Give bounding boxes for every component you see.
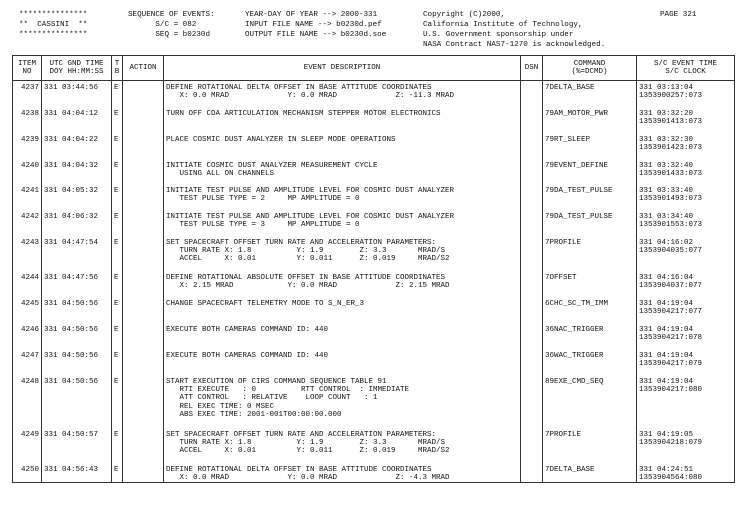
cell-desc: EXECUTE BOTH CAMERAS COMMAND ID: 440 — [164, 349, 521, 375]
cell-dsn — [521, 297, 543, 323]
cell-dsn — [521, 463, 543, 483]
col-dsn: DSN — [521, 56, 543, 81]
cell-utc: 331 04:50:56 — [42, 375, 112, 428]
cell-item: 4248 — [13, 375, 42, 428]
cell-dsn — [521, 349, 543, 375]
cell-dsn — [521, 159, 543, 184]
cell-command: 79DA_TEST_PULSE — [543, 210, 637, 236]
cell-action — [123, 236, 164, 271]
cell-clock: 331 03:33:40 1353901493:073 — [637, 184, 735, 210]
cell-action — [123, 349, 164, 375]
cell-tb: E — [112, 236, 123, 271]
cell-command: 36WAC_TRIGGER — [543, 349, 637, 375]
cell-item: 4247 — [13, 349, 42, 375]
col-action: ACTION — [123, 56, 164, 81]
table-row — [13, 323, 735, 349]
table-row — [13, 159, 735, 184]
cell-dsn — [521, 323, 543, 349]
cell-clock: 331 03:13:04 1353900257:073 — [637, 81, 735, 107]
cell-desc: INITIATE COSMIC DUST ANALYZER MEASUREMENT CYCLE USING ALL ON CHANNELS — [164, 159, 521, 184]
cell-action — [123, 81, 164, 107]
cell-clock: 331 04:16:02 1353904035:077 — [637, 236, 735, 271]
col-item: ITEM NO — [13, 56, 42, 81]
cell-tb: E — [112, 107, 123, 133]
cell-desc: INITIATE TEST PULSE AND AMPLITUDE LEVEL FOR COSMIC DUST ANALYZER TEST PULSE TYPE = 2 MP AMPLITUDE = 0 — [164, 184, 521, 210]
cell-command: 79DA_TEST_PULSE — [543, 184, 637, 210]
cell-desc: EXECUTE BOTH CAMERAS COMMAND ID: 440 — [164, 323, 521, 349]
cell-utc: 331 04:47:56 — [42, 271, 112, 297]
cell-tb: E — [112, 349, 123, 375]
cell-dsn — [521, 375, 543, 428]
cell-desc: DEFINE ROTATIONAL DELTA OFFSET IN BASE ATTITUDE COORDINATES X: 0.0 MRAD Y: 0.0 MRAD Z: -4.3 MRAD — [164, 463, 521, 483]
cell-utc: 331 04:50:57 — [42, 428, 112, 463]
cell-command: 79AM_MOTOR_PWR — [543, 107, 637, 133]
table-row — [13, 133, 735, 159]
cell-action — [123, 159, 164, 184]
col-command: COMMAND (%=DCMD) — [543, 56, 637, 81]
cell-utc: 331 04:04:12 — [42, 107, 112, 133]
table-row — [13, 271, 735, 297]
cell-clock: 331 03:32:30 1353901423:073 — [637, 133, 735, 159]
cell-clock: 331 04:19:05 1353904218:079 — [637, 428, 735, 463]
cell-command: 7DELTA_BASE — [543, 463, 637, 483]
cell-desc: CHANGE SPACECRAFT TELEMETRY MODE TO S_N_ER_3 — [164, 297, 521, 323]
events-table — [12, 55, 735, 483]
cell-item: 4241 — [13, 184, 42, 210]
cell-tb: E — [112, 271, 123, 297]
cell-clock: 331 04:16:04 1353904037:077 — [637, 271, 735, 297]
cell-command: 7PROFILE — [543, 236, 637, 271]
cell-clock: 331 03:34:40 1353901553:073 — [637, 210, 735, 236]
col-utc: UTC GND TIME DOY HH:MM:SS — [42, 56, 112, 81]
cell-tb: E — [112, 375, 123, 428]
cell-clock: 331 04:19:04 1353904217:077 — [637, 297, 735, 323]
cell-dsn — [521, 428, 543, 463]
cell-item: 4237 — [13, 81, 42, 107]
cell-command: 7DELTA_BASE — [543, 81, 637, 107]
cell-clock: 331 03:32:40 1353901433:073 — [637, 159, 735, 184]
cell-action — [123, 428, 164, 463]
cell-tb: E — [112, 463, 123, 483]
cell-tb: E — [112, 184, 123, 210]
table-row — [13, 349, 735, 375]
cell-clock: 331 04:19:04 1353904217:080 — [637, 375, 735, 428]
cell-dsn — [521, 107, 543, 133]
cell-utc: 331 04:50:56 — [42, 323, 112, 349]
cell-utc: 331 04:05:32 — [42, 184, 112, 210]
cell-dsn — [521, 184, 543, 210]
cell-action — [123, 133, 164, 159]
cell-desc: SET SPACECRAFT OFFSET TURN RATE AND ACCELERATION PARAMETERS: TURN RATE X: 1.8 Y: 1.9 Z: 3.3 MRAD/S ACCEL X: 0.01 Y: 0.011 Z: 0.019 MRAD/S2 — [164, 236, 521, 271]
cell-tb: E — [112, 133, 123, 159]
cell-clock: 331 04:19:04 1353904217:078 — [637, 323, 735, 349]
table-row — [13, 184, 735, 210]
cell-action — [123, 375, 164, 428]
table-row — [13, 236, 735, 271]
cell-utc: 331 04:50:56 — [42, 297, 112, 323]
cell-action — [123, 463, 164, 483]
cell-item: 4242 — [13, 210, 42, 236]
cell-clock: 331 04:19:04 1353904217:079 — [637, 349, 735, 375]
table-row — [13, 428, 735, 463]
cell-desc: INITIATE TEST PULSE AND AMPLITUDE LEVEL FOR COSMIC DUST ANALYZER TEST PULSE TYPE = 3 MP AMPLITUDE = 0 — [164, 210, 521, 236]
cell-item: 4249 — [13, 428, 42, 463]
table-row — [13, 107, 735, 133]
cell-item: 4243 — [13, 236, 42, 271]
cell-utc: 331 04:50:56 — [42, 349, 112, 375]
cell-dsn — [521, 210, 543, 236]
table-row — [13, 81, 735, 107]
page-number: PAGE 321 — [660, 11, 697, 19]
cell-command: 7PROFILE — [543, 428, 637, 463]
cell-command: 6CHC_SC_TM_IMM — [543, 297, 637, 323]
table-row — [13, 297, 735, 323]
cell-item: 4238 — [13, 107, 42, 133]
cell-action — [123, 297, 164, 323]
cell-command: 89EXE_CMD_SEQ — [543, 375, 637, 428]
cell-item: 4244 — [13, 271, 42, 297]
col-tb: T B — [112, 56, 123, 81]
col-clock: S/C EVENT TIME S/C CLOCK — [637, 56, 735, 81]
col-description: EVENT DESCRIPTION — [164, 56, 521, 81]
cell-dsn — [521, 81, 543, 107]
cell-item: 4246 — [13, 323, 42, 349]
cell-item: 4240 — [13, 159, 42, 184]
cell-tb: E — [112, 323, 123, 349]
cell-action — [123, 107, 164, 133]
copyright-notice: Copyright (C)2000, California Institute of Technology, U.S. Government sponsorship under NASA Contract NAS7-1270 is acknowledged. — [423, 11, 606, 49]
cell-dsn — [521, 271, 543, 297]
cell-desc: SET SPACECRAFT OFFSET TURN RATE AND ACCELERATION PARAMETERS: TURN RATE X: 1.8 Y: 1.9 Z: 3.3 MRAD/S ACCEL X: 0.01 Y: 0.011 Z: 0.019 MRAD/S2 — [164, 428, 521, 463]
cell-command: 7OFFSET — [543, 271, 637, 297]
cell-action — [123, 210, 164, 236]
cell-utc: 331 04:06:32 — [42, 210, 112, 236]
cell-utc: 331 03:44:56 — [42, 81, 112, 107]
table-row — [13, 375, 735, 428]
cell-item: 4239 — [13, 133, 42, 159]
file-info: YEAR-DAY OF YEAR --> 2000-331 INPUT FILE NAME --> b0230d.pef OUTPUT FILE NAME --> b0230d.soe — [245, 11, 387, 39]
cell-clock: 331 04:24:51 1353904564:080 — [637, 463, 735, 483]
cell-clock: 331 03:32:20 1353901413:073 — [637, 107, 735, 133]
cell-command: 79RT_SLEEP — [543, 133, 637, 159]
cell-desc: DEFINE ROTATIONAL DELTA OFFSET IN BASE ATTITUDE COORDINATES X: 0.0 MRAD Y: 0.0 MRAD Z: -11.3 MRAD — [164, 81, 521, 107]
cell-action — [123, 323, 164, 349]
cell-tb: E — [112, 159, 123, 184]
cassini-banner: *************** ** CASSINI ** *************** — [19, 11, 88, 39]
cell-desc: START EXECUTION OF CIRS COMMAND SEQUENCE TABLE 91 RTI EXECUTE : 0 RTT CONTROL : IMMEDIATE ATT CONTROL : RELATIVE LOOP COUNT : 1 REL EXEC TIME: 0 MSEC ABS EXEC TIME: 2001-001T00:00:00.000 — [164, 375, 521, 428]
cell-desc: PLACE COSMIC DUST ANALYZER IN SLEEP MODE OPERATIONS — [164, 133, 521, 159]
cell-dsn — [521, 236, 543, 271]
cell-dsn — [521, 133, 543, 159]
cell-action — [123, 271, 164, 297]
cell-item: 4250 — [13, 463, 42, 483]
cell-utc: 331 04:04:22 — [42, 133, 112, 159]
cell-tb: E — [112, 210, 123, 236]
cell-tb: E — [112, 81, 123, 107]
sequence-info: SEQUENCE OF EVENTS: S/C = 082 SEQ = b0230d — [128, 11, 215, 39]
cell-tb: E — [112, 297, 123, 323]
table-row — [13, 210, 735, 236]
cell-utc: 331 04:04:32 — [42, 159, 112, 184]
cell-tb: E — [112, 428, 123, 463]
cell-utc: 331 04:56:43 — [42, 463, 112, 483]
table-row — [13, 463, 735, 483]
cell-desc: TURN OFF CDA ARTICULATION MECHANISM STEPPER MOTOR ELECTRONICS — [164, 107, 521, 133]
cell-action — [123, 184, 164, 210]
cell-item: 4245 — [13, 297, 42, 323]
cell-utc: 331 04:47:54 — [42, 236, 112, 271]
cell-command: 79EVENT_DEFINE — [543, 159, 637, 184]
table-header — [13, 56, 735, 81]
cell-desc: DEFINE ROTATIONAL ABSOLUTE OFFSET IN BASE ATTITUDE COORDINATES X: 2.15 MRAD Y: 0.0 MRAD Z: 2.15 MRAD — [164, 271, 521, 297]
cell-command: 36NAC_TRIGGER — [543, 323, 637, 349]
